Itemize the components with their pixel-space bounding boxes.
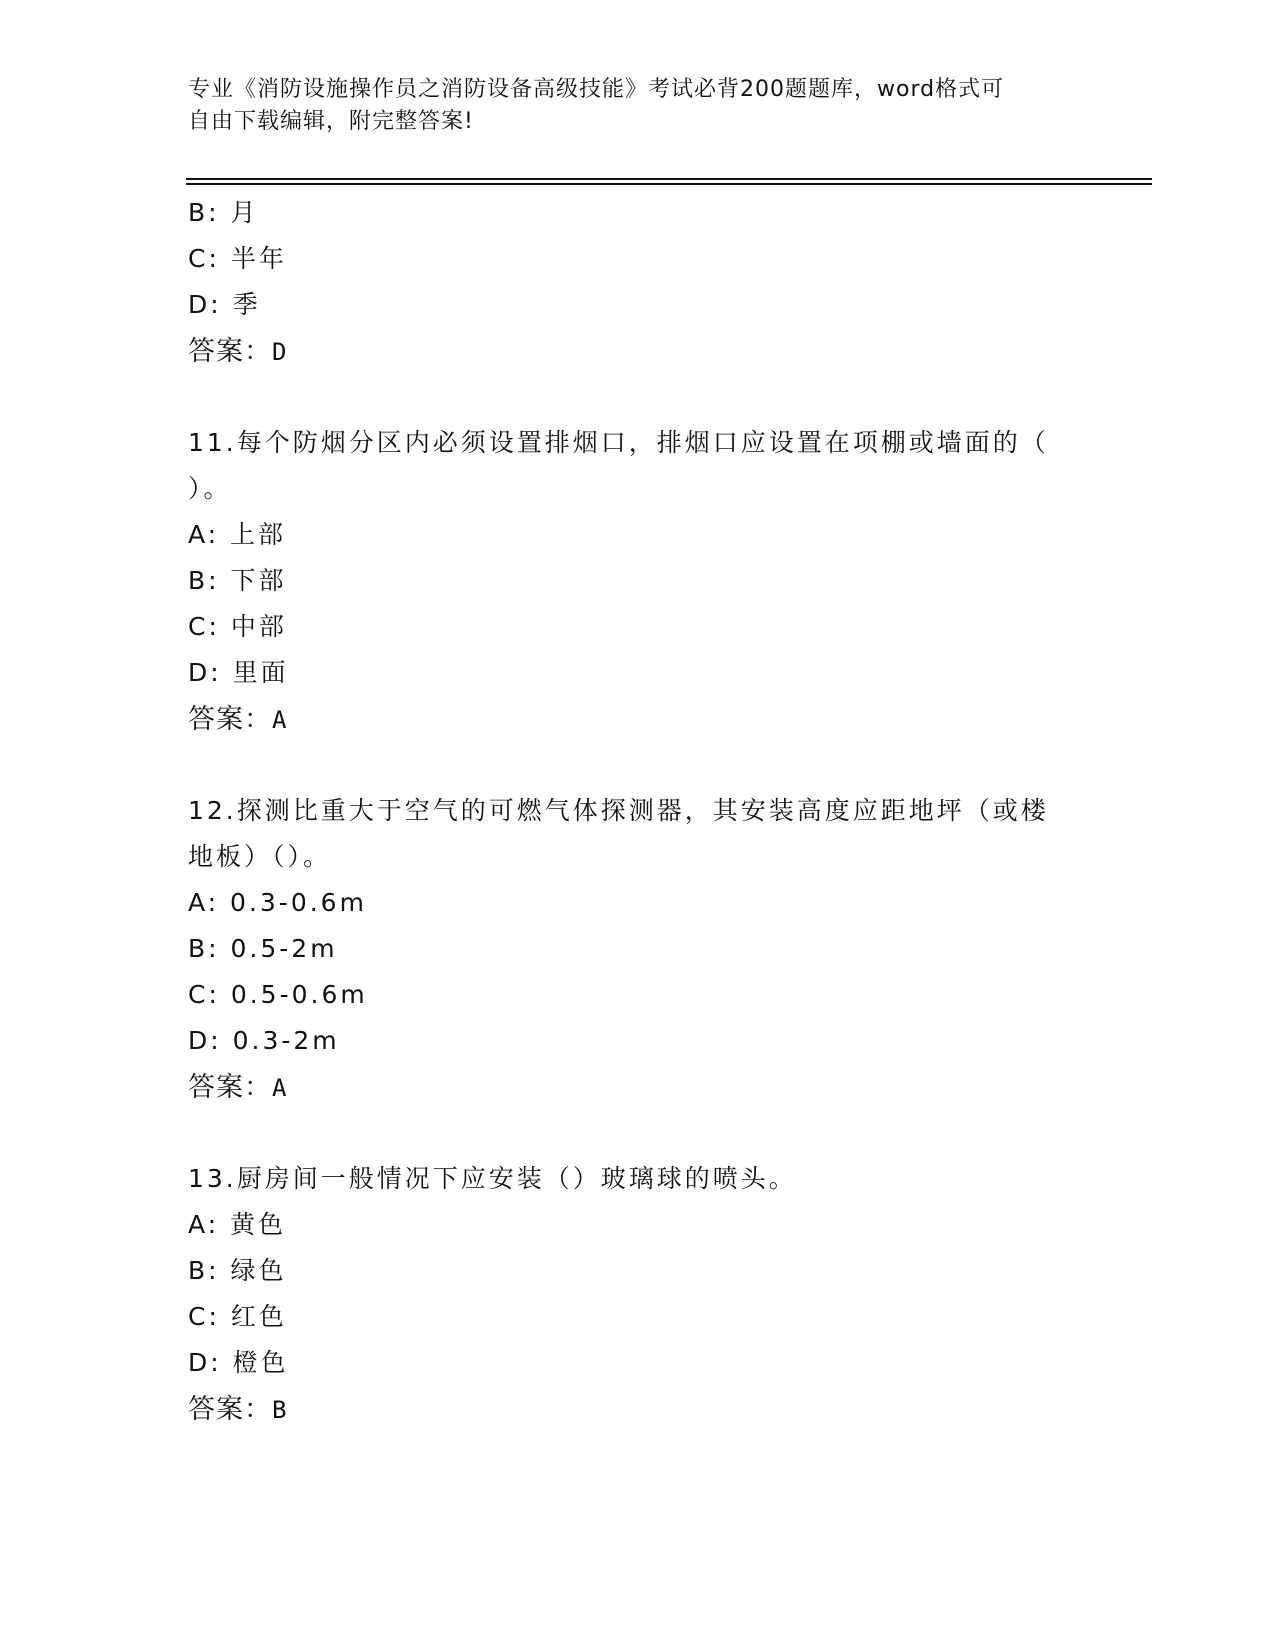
document-header — [188, 74, 1088, 138]
option-c: C: 半年 — [188, 244, 287, 273]
option-b: B: 月 — [188, 198, 259, 227]
option-a: A: 0.3-0.6m — [188, 888, 367, 917]
answer-line: 答案：A — [188, 704, 288, 734]
answer-line: 答案：D — [188, 336, 288, 366]
option-a: A: 上部 — [188, 520, 287, 549]
option-b: B: 下部 — [188, 566, 287, 595]
answer-line: 答案：B — [188, 1394, 288, 1424]
option-c: C: 中部 — [188, 612, 287, 641]
header-divider-top — [186, 178, 1152, 180]
question-13 — [188, 1156, 1088, 1432]
question-stem-line-2: 地板）（）。 — [188, 842, 332, 871]
option-d: D: 0.3-2m — [188, 1026, 340, 1055]
header-divider-bottom — [186, 183, 1152, 185]
option-d: D: 橙色 — [188, 1348, 289, 1377]
option-c: C: 红色 — [188, 1302, 287, 1331]
header-line-1: 专业《消防设施操作员之消防设备高级技能》考试必背200题题库，word格式可 — [188, 77, 1005, 102]
option-d: D: 季 — [188, 290, 261, 319]
option-a: A: 黄色 — [188, 1210, 287, 1239]
question-list — [188, 190, 1088, 1432]
question-10 — [188, 190, 1088, 374]
option-c: C: 0.5-0.6m — [188, 980, 368, 1009]
answer-line: 答案：A — [188, 1072, 288, 1102]
question-stem-line-1: 12.探测比重大于空气的可燃气体探测器，其安装高度应距地坪（或楼 — [188, 796, 1049, 825]
question-12 — [188, 788, 1088, 1110]
question-stem-line-2: ）。 — [188, 474, 232, 503]
header-line-2: 自由下载编辑，附完整答案! — [188, 109, 474, 134]
option-b: B: 绿色 — [188, 1256, 287, 1285]
option-d: D: 里面 — [188, 658, 289, 687]
option-b: B: 0.5-2m — [188, 934, 338, 963]
question-stem-line-1: 13.厨房间一般情况下应安装（）玻璃球的喷头。 — [188, 1164, 797, 1193]
question-stem-line-1: 11.每个防烟分区内必须设置排烟口，排烟口应设置在项棚或墙面的（ — [188, 428, 1049, 457]
question-11 — [188, 420, 1088, 742]
